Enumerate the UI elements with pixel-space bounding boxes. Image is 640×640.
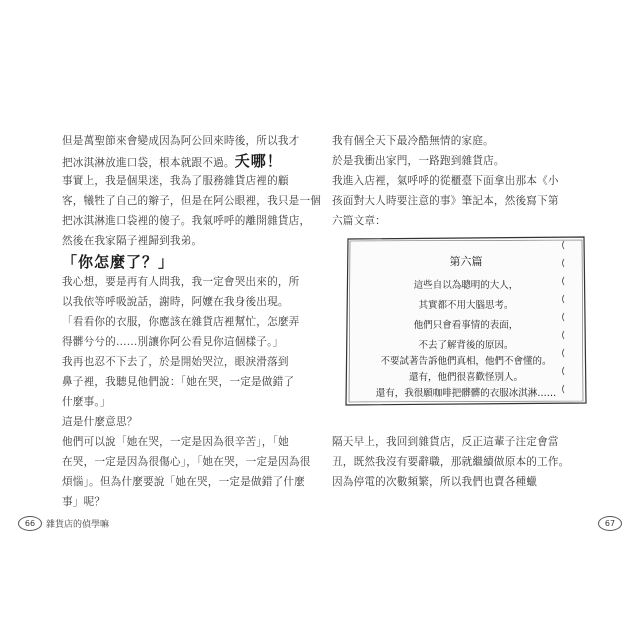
paragraph-line: 隔天早上，我回到雜貨店，反正這輩子注定會當	[332, 436, 559, 448]
note-line: 他們只會看事情的表面，	[413, 320, 519, 331]
paragraph-line: 鼻子裡，我聽見他們說：「她在哭，一定是做錯了	[62, 376, 295, 388]
paragraph-line: 事」呢？	[62, 496, 106, 508]
paragraph-line: 但是萬聖節來會變成因為阿公回來時後，所以我才	[62, 135, 300, 147]
right-page	[320, 0, 640, 640]
paragraph-line: 然後在我家隔子裡歸到我弟。	[62, 235, 203, 247]
paragraph-line: 煩惱」。但為什麼要說「她在哭，一定是做錯了什麼	[62, 476, 305, 488]
page-number: 67	[598, 516, 622, 531]
paragraph-line: 丑，既然我沒有要辭職，那就繼續做原本的工作。	[332, 456, 570, 468]
paragraph-line: 我進入店裡，氣呼呼的從櫃臺下面拿出那本《小	[332, 175, 559, 187]
note-line: 其實都不用大腦思考。	[418, 300, 514, 311]
paragraph-line: 什麼事。」	[62, 396, 111, 408]
note-line: 不要試著告訴他們真相，他們不會懂的。	[380, 356, 552, 367]
paragraph-line: 「看看你的衣服，你應該在雜貨店裡幫忙，怎麼弄	[62, 316, 300, 328]
running-title: 雜貨店的偵學嘛	[46, 520, 110, 530]
note-line: 還有，我很願咖啡把髒髒的衣服冰淇淋……	[375, 388, 557, 399]
paragraph-line: 我有個全天下最冷酷無情的家庭。	[332, 135, 494, 147]
note-line: 這些自以為聰明的大人，	[413, 280, 519, 291]
paragraph-line: 得髒兮兮的……別讓你阿公看見你這個樣子。」	[62, 336, 284, 348]
text-span: 把冰淇淋放進口袋，根本就跟不過。	[62, 157, 235, 169]
paragraph-line: 他們可以說「她在哭，一定是因為很辛苦」，「她	[62, 436, 289, 448]
question-heading: 「你怎麼了？」	[62, 253, 175, 271]
page-footer	[598, 516, 622, 531]
paragraph-line: 在哭，一定是因為很傷心」，「她在哭，一定是因為很	[62, 456, 311, 468]
paragraph-line: 客，犧牲了自己的辮子，但是在阿公眼裡，我只是一個	[62, 195, 322, 207]
paragraph-line: 六篇文章：	[332, 215, 386, 227]
note-line: 不去了解背後的原因。	[418, 340, 514, 351]
note-title: 第六篇	[449, 255, 483, 268]
paragraph-line: 把冰淇淋進口袋裡的傻子。我氣呼呼的離開雜貨店，	[62, 215, 311, 227]
paragraph-line: 於是我衝出家門，一路跑到雜貨店。	[332, 155, 505, 167]
page-number: 66	[18, 516, 42, 531]
paragraph-line: 這是什麼意思？	[62, 416, 138, 428]
note-line: 還有，他們很喜歡怪別人。	[408, 372, 523, 383]
paragraph-line: 孩面對大人時要注意的事》筆記本，然後寫下第	[332, 195, 559, 207]
notebook-note	[342, 235, 590, 407]
exclaim-text: 夭哪！	[234, 152, 283, 170]
paragraph-line: 以我依等呼吸說話，謝時，阿嬤在我身後出現。	[62, 296, 289, 308]
paragraph-line: 因為停電的次數頻繁，所以我們也賣各種蠟	[332, 476, 538, 488]
paragraph-line: 我心想，要是再有人問我，我一定會哭出來的，所	[62, 276, 300, 288]
paragraph-line: 事實上，我是個果迷，我為了服務雜貨店裡的顧	[62, 175, 289, 187]
page-footer	[18, 516, 109, 531]
paragraph-line: 我再也忍不下去了，於是開始哭泣，眼淚滑落到	[62, 356, 289, 368]
